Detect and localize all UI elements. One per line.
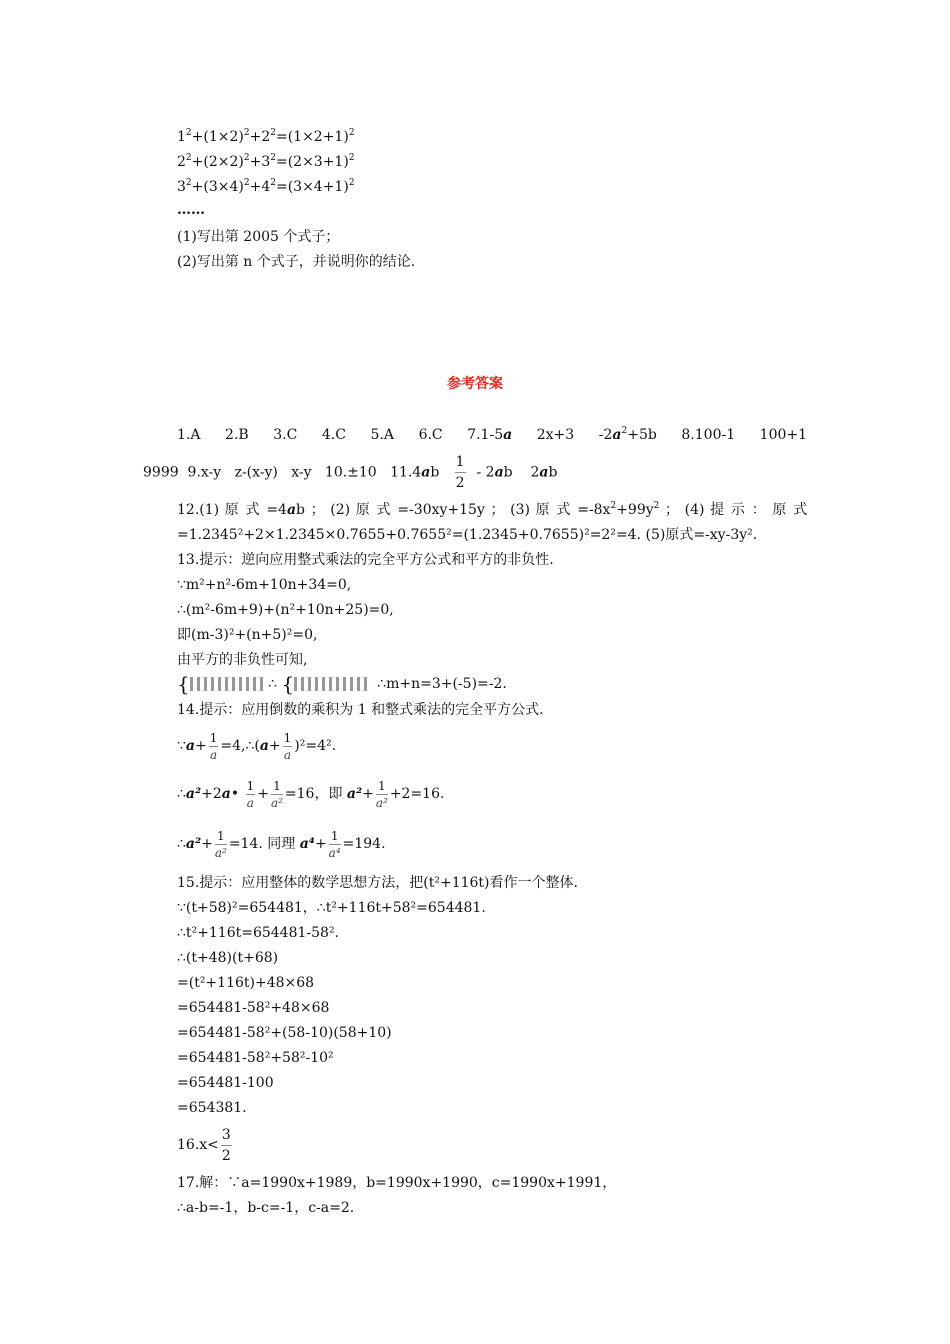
answer-13-line-4: 即(m-3)²+(n+5)²=0, <box>177 627 318 643</box>
brace-system-image: { <box>177 672 190 696</box>
answer-15-line-8: =654481-58²+58²-10² <box>177 1050 334 1066</box>
answer-17-line-1: 17.解：∵a=1990x+1989，b=1990x+1990，c=1990x+1991， <box>177 1175 617 1191</box>
fraction-one-over-a: $\frac{1}{a}$ <box>246 778 255 810</box>
answer-15-line-10: =654381. <box>177 1100 247 1116</box>
question-2: (2)写出第 n 个式子，并说明你的结论. <box>177 254 416 270</box>
answer-15-line-3: ∴t²+116t=654481-58². <box>177 925 340 941</box>
answer-title: 参考答案 <box>447 376 503 392</box>
fraction-half: $\frac{1}{2}$ <box>455 454 465 491</box>
fraction-one-over-a-squared: $\frac{1}{\text{a²}}$ <box>214 828 227 860</box>
answer-13-line-1: 13.提示：逆向应用整式乘法的完全平方公式和平方的非负性. <box>177 552 554 568</box>
equation-solution-image <box>294 677 368 691</box>
answer-15-line-1: 15.提示：应用整体的数学思想方法，把(t²+116t)看作一个整体. <box>177 875 578 891</box>
fraction-three-halves: $\frac{3}{2}$ <box>221 1126 231 1164</box>
fraction-one-over-a-squared: $\frac{1}{\text{a²}}$ <box>375 778 388 810</box>
answer-15-line-4: ∴(t+48)(t+68) <box>177 950 279 966</box>
answer-row-1: 1.A 2.B 3.C 4.C 5.A 6.C 7.1-5a 2x+3 $-2a^2+5b$ 8.100-1 100+1 <box>177 426 808 443</box>
answer-14-line-1: ∵a+ $\frac{1}{a}$ =4,∴(a+ $\frac{1}{a}$ )²=4². <box>177 730 337 762</box>
equation-system-image <box>190 677 264 691</box>
fraction-one-over-a: $\frac{1}{a}$ <box>283 730 292 762</box>
equation-2: $2^2+(2\times 2)^2+3^2=(2\times 3+1)^2$ <box>177 153 355 170</box>
answer-13-line-6: { ∴ { ∴m+n=3+(-5)=-2. <box>177 672 507 696</box>
equation-1: $1^2+(1\times 2)^2+2^2=(1\times 2+1)^2$ <box>177 128 355 145</box>
answer-15-line-7: =654481-58²+(58-10)(58+10) <box>177 1025 392 1041</box>
answer-14-title: 14.提示：应用倒数的乘积为 1 和整式乘法的完全平方公式. <box>177 702 544 718</box>
answer-13-line-5: 由平方的非负性可知, <box>177 652 308 668</box>
fraction-one-over-a: $\frac{1}{a}$ <box>209 730 218 762</box>
answer-15-line-2: ∵(t+58)²=654481，∴t²+116t+58²=654481. <box>177 900 486 916</box>
answer-13-line-3: ∴(m²-6m+9)+(n²+10n+25)=0, <box>177 602 394 618</box>
answer-17-line-2: ∴a-b=-1，b-c=-1，c-a=2. <box>177 1200 355 1216</box>
answer-16: 16.x< $\frac{3}{2}$ <box>177 1126 231 1164</box>
ellipsis: …… <box>177 202 205 218</box>
answer-14-line-2: ∴a²+2a• $\frac{1}{a}$ + $\frac{1}{\text{a²}}$ =16，即 a²+ $\frac{1}{\text{a²}}$ +2=16. <box>177 778 445 810</box>
answer-12-line-1: 12.(1) 原 式 =4ab ； (2) 原 式 =-30xy+15y ； (3) 原 式 $=-8x^2+99y^2$ ； (4) 提 示 ： 原 式 <box>177 501 808 518</box>
equation-3: $3^2+(3\times 4)^2+4^2=(3\times 4+1)^2$ <box>177 178 355 195</box>
answer-15-line-5: =(t²+116t)+48×68 <box>177 975 315 991</box>
answer-13-line-2: ∵m²+n²-6m+10n+34=0, <box>177 577 352 593</box>
fraction-one-over-a-squared: $\frac{1}{\text{a²}}$ <box>270 778 283 810</box>
answer-15-line-6: =654481-58²+48×68 <box>177 1000 330 1016</box>
answer-12-line-2: =1.2345²+2×1.2345×0.7655+0.7655²=(1.2345+0.7655)²=2²=4. (5)原式=-xy-3y². <box>177 527 758 543</box>
answer-14-line-3: ∴a²+ $\frac{1}{\text{a²}}$ =14. 同理 a⁴+ $\frac{1}{\text{a⁴}}$ =194. <box>177 828 386 860</box>
answer-15-line-9: =654481-100 <box>177 1075 274 1091</box>
answer-row-2: 9999 9.x-y z-(x-y) x-y 10.±10 11.4ab $\frac{1}{2}$ - 2ab 2ab <box>143 454 558 491</box>
fraction-one-over-a-fourth: $\frac{1}{\text{a⁴}}$ <box>328 828 341 860</box>
question-1: (1)写出第 2005 个式子； <box>177 229 340 245</box>
